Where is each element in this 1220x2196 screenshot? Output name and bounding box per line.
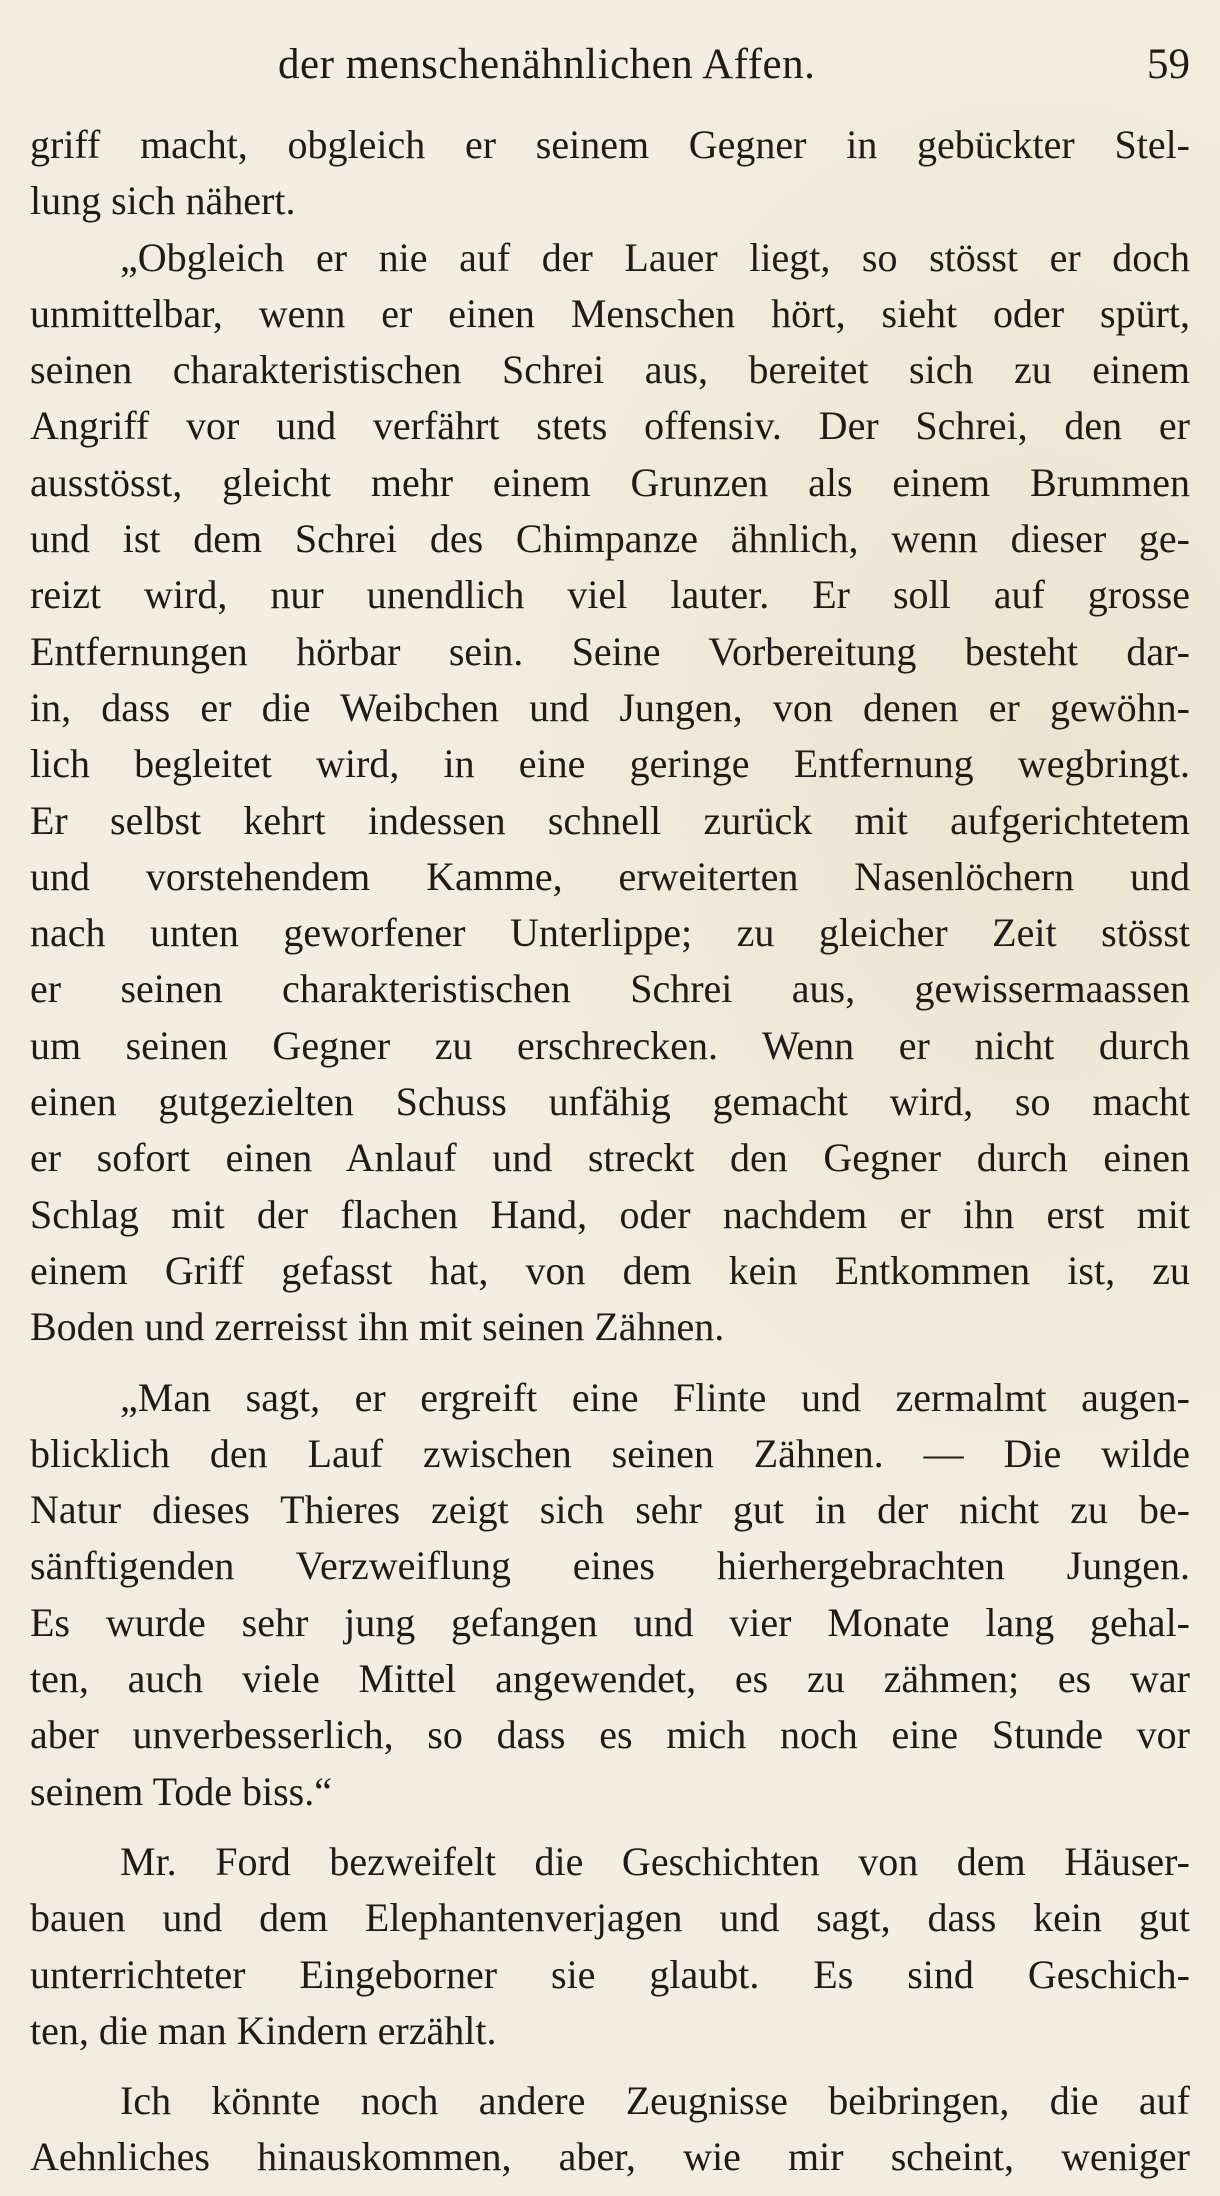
text-line: bauen und dem Elephantenverjagen und sagt, dass kein gut [30,1895,1190,1941]
text-line: ten, auch viele Mittel angewendet, es zu zähmen; es war [30,1656,1190,1702]
text-line: nach unten geworfener Unterlippe; zu gleicher Zeit stösst [30,910,1190,956]
text-line: einem Griff gefasst hat, von dem kein Entkommen ist, zu [30,1247,1190,1293]
text-line: sänftigenden Verzweiflung eines hierhergebrachten Jungen. [30,1543,1190,1589]
text-line: in, dass er die Weibchen und Jungen, von denen er gewöhn- [30,684,1190,730]
text-line: ten, die man Kindern erzählt. [30,2007,497,2053]
text-line: Schlag mit der flachen Hand, oder nachdem er ihn erst mit [30,1191,1190,1237]
text-line: lung sich nähert. [30,178,296,224]
text-line: seinen charakteristischen Schrei aus, bereitet sich zu einem [30,347,1190,393]
text-line: unmittelbar, wenn er einen Menschen hört, sieht oder spürt, [30,290,1190,336]
text-line: er seinen charakteristischen Schrei aus, gewissermaassen [30,966,1190,1012]
text-line: Natur dieses Thieres zeigt sich sehr gut in der nicht zu be- [30,1487,1190,1533]
text-line: „Man sagt, er ergreift eine Flinte und zermalmt augen- [120,1374,1190,1420]
text-line: Boden und zerreisst ihn mit seinen Zähnen. [30,1304,725,1350]
paragraph-gap [30,2059,1190,2073]
body-text [30,117,1190,2186]
text-line: er sofort einen Anlauf und streckt den Gegner durch einen [30,1135,1190,1181]
text-line: „Obgleich er nie auf der Lauer liegt, so stösst er doch [120,234,1190,280]
text-line: Entfernungen hörbar sein. Seine Vorbereitung besteht dar- [30,628,1190,674]
text-line: Aehnliches hinauskommen, aber, wie mir scheint, weniger [30,2134,1190,2180]
text-line: einen gutgezielten Schuss unfähig gemacht wird, so macht [30,1079,1190,1125]
text-line: und ist dem Schrei des Chimpanze ähnlich, wenn dieser ge- [30,516,1190,562]
text-line: lich begleitet wird, in eine geringe Entfernung wegbringt. [30,741,1190,787]
text-line: Es wurde sehr jung gefangen und vier Monate lang gehal- [30,1599,1190,1645]
text-line: Er selbst kehrt indessen schnell zurück mit aufgerichtetem [30,797,1190,843]
text-line: Mr. Ford bezweifelt die Geschichten von dem Häuser- [120,1838,1190,1884]
text-line: blicklich den Lauf zwischen seinen Zähnen. — Die wilde [30,1430,1190,1476]
paragraph-gap [30,1820,1190,1834]
text-line: ausstösst, gleicht mehr einem Grunzen als einem Brummen [30,459,1190,505]
text-line: um seinen Gegner zu erschrecken. Wenn er nicht durch [30,1022,1190,1068]
text-line: aber unverbesserlich, so dass es mich noch eine Stunde vor [30,1712,1190,1758]
text-line: seinem Tode biss.“ [30,1768,332,1814]
text-line: und vorstehendem Kamme, erweiterten Nasenlöchern und [30,853,1190,899]
text-line: griff macht, obgleich er seinem Gegner in gebückter Stel- [30,122,1190,167]
text-line: unterrichteter Eingeborner sie glaubt. Es sind Geschich- [30,1951,1190,1997]
running-title: der menschenähnlichen Affen. [278,41,816,88]
text-line: Ich könnte noch andere Zeugnisse beibringen, die auf [120,2078,1190,2124]
page-header [30,40,1190,100]
paragraph-gap [30,1356,1190,1370]
text-line: reizt wird, nur unendlich viel lauter. Er soll auf grosse [30,572,1190,618]
page-number: 59 [1147,41,1190,88]
text-line: Angriff vor und verfährt stets offensiv. Der Schrei, den er [30,403,1190,449]
